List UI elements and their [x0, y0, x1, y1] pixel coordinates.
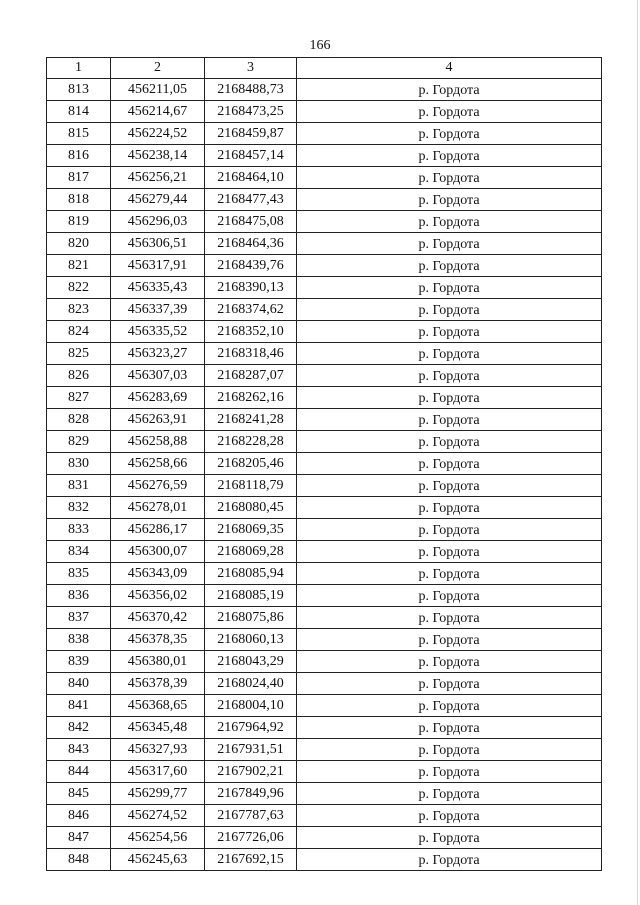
point-number-cell: 833 — [47, 518, 111, 540]
point-number-cell: 815 — [47, 122, 111, 144]
page-edge — [637, 0, 638, 905]
y-coordinate-cell: 2168352,10 — [205, 320, 297, 342]
y-coordinate-cell: 2168439,76 — [205, 254, 297, 276]
x-coordinate-cell: 456356,02 — [111, 584, 205, 606]
description-cell: р. Гордота — [297, 562, 602, 584]
x-coordinate-cell: 456283,69 — [111, 386, 205, 408]
point-number-cell: 846 — [47, 804, 111, 826]
y-coordinate-cell: 2167726,06 — [205, 826, 297, 848]
point-number-cell: 843 — [47, 738, 111, 760]
x-coordinate-cell: 456256,21 — [111, 166, 205, 188]
y-coordinate-cell: 2168043,29 — [205, 650, 297, 672]
table-row — [47, 584, 602, 606]
x-coordinate-cell: 456306,51 — [111, 232, 205, 254]
point-number-cell: 824 — [47, 320, 111, 342]
table-row — [47, 298, 602, 320]
table-row — [47, 188, 602, 210]
x-coordinate-cell: 456307,03 — [111, 364, 205, 386]
y-coordinate-cell: 2167692,15 — [205, 848, 297, 870]
x-coordinate-cell: 456327,93 — [111, 738, 205, 760]
y-coordinate-cell: 2168069,28 — [205, 540, 297, 562]
point-number-cell: 830 — [47, 452, 111, 474]
description-cell: р. Гордота — [297, 342, 602, 364]
y-coordinate-cell: 2168318,46 — [205, 342, 297, 364]
table-row — [47, 254, 602, 276]
point-number-cell: 822 — [47, 276, 111, 298]
table-row — [47, 606, 602, 628]
table-row — [47, 100, 602, 122]
table-row — [47, 694, 602, 716]
description-cell: р. Гордота — [297, 144, 602, 166]
x-coordinate-cell: 456286,17 — [111, 518, 205, 540]
y-coordinate-cell: 2168459,87 — [205, 122, 297, 144]
y-coordinate-cell: 2168477,43 — [205, 188, 297, 210]
y-coordinate-cell: 2168457,14 — [205, 144, 297, 166]
table-header-row — [47, 58, 602, 79]
y-coordinate-cell: 2168205,46 — [205, 452, 297, 474]
table-row — [47, 166, 602, 188]
point-number-cell: 836 — [47, 584, 111, 606]
x-coordinate-cell: 456317,60 — [111, 760, 205, 782]
table-row — [47, 848, 602, 870]
y-coordinate-cell: 2168473,25 — [205, 100, 297, 122]
description-cell: р. Гордота — [297, 650, 602, 672]
point-number-cell: 816 — [47, 144, 111, 166]
point-number-cell: 840 — [47, 672, 111, 694]
x-coordinate-cell: 456238,14 — [111, 144, 205, 166]
point-number-cell: 838 — [47, 628, 111, 650]
point-number-cell: 841 — [47, 694, 111, 716]
x-coordinate-cell: 456335,52 — [111, 320, 205, 342]
description-cell: р. Гордота — [297, 628, 602, 650]
y-coordinate-cell: 2167931,51 — [205, 738, 297, 760]
point-number-cell: 835 — [47, 562, 111, 584]
y-coordinate-cell: 2167787,63 — [205, 804, 297, 826]
x-coordinate-cell: 456368,65 — [111, 694, 205, 716]
table-row — [47, 386, 602, 408]
x-coordinate-cell: 456258,88 — [111, 430, 205, 452]
y-coordinate-cell: 2168464,10 — [205, 166, 297, 188]
table-row — [47, 364, 602, 386]
description-cell: р. Гордота — [297, 298, 602, 320]
table-row — [47, 320, 602, 342]
table-row — [47, 78, 602, 100]
coordinates-table — [46, 57, 602, 871]
point-number-cell: 842 — [47, 716, 111, 738]
y-coordinate-cell: 2168118,79 — [205, 474, 297, 496]
table-row — [47, 716, 602, 738]
table-row — [47, 628, 602, 650]
point-number-cell: 818 — [47, 188, 111, 210]
description-cell: р. Гордота — [297, 210, 602, 232]
point-number-cell: 828 — [47, 408, 111, 430]
y-coordinate-cell: 2168069,35 — [205, 518, 297, 540]
column-header-2: 2 — [111, 58, 205, 79]
table-row — [47, 518, 602, 540]
x-coordinate-cell: 456214,67 — [111, 100, 205, 122]
description-cell: р. Гордота — [297, 276, 602, 298]
point-number-cell: 823 — [47, 298, 111, 320]
description-cell: р. Гордота — [297, 452, 602, 474]
x-coordinate-cell: 456378,35 — [111, 628, 205, 650]
page-number: 166 — [309, 38, 331, 53]
point-number-cell: 817 — [47, 166, 111, 188]
point-number-cell: 819 — [47, 210, 111, 232]
point-number-cell: 845 — [47, 782, 111, 804]
point-number-cell: 829 — [47, 430, 111, 452]
point-number-cell: 821 — [47, 254, 111, 276]
description-cell: р. Гордота — [297, 716, 602, 738]
table-body — [47, 78, 602, 870]
x-coordinate-cell: 456278,01 — [111, 496, 205, 518]
point-number-cell: 847 — [47, 826, 111, 848]
table-row — [47, 210, 602, 232]
table-row — [47, 122, 602, 144]
description-cell: р. Гордота — [297, 738, 602, 760]
table-row — [47, 650, 602, 672]
table-row — [47, 342, 602, 364]
description-cell: р. Гордота — [297, 254, 602, 276]
description-cell: р. Гордота — [297, 166, 602, 188]
description-cell: р. Гордота — [297, 518, 602, 540]
x-coordinate-cell: 456345,48 — [111, 716, 205, 738]
description-cell: р. Гордота — [297, 188, 602, 210]
table-row — [47, 760, 602, 782]
description-cell: р. Гордота — [297, 100, 602, 122]
y-coordinate-cell: 2168390,13 — [205, 276, 297, 298]
y-coordinate-cell: 2168475,08 — [205, 210, 297, 232]
y-coordinate-cell: 2167849,96 — [205, 782, 297, 804]
point-number-cell: 834 — [47, 540, 111, 562]
point-number-cell: 844 — [47, 760, 111, 782]
point-number-cell: 848 — [47, 848, 111, 870]
table-row — [47, 408, 602, 430]
point-number-cell: 820 — [47, 232, 111, 254]
description-cell: р. Гордота — [297, 408, 602, 430]
x-coordinate-cell: 456378,39 — [111, 672, 205, 694]
description-cell: р. Гордота — [297, 78, 602, 100]
x-coordinate-cell: 456274,52 — [111, 804, 205, 826]
column-header-3: 3 — [205, 58, 297, 79]
y-coordinate-cell: 2167902,21 — [205, 760, 297, 782]
description-cell: р. Гордота — [297, 760, 602, 782]
description-cell: р. Гордота — [297, 430, 602, 452]
description-cell: р. Гордота — [297, 826, 602, 848]
column-header-4: 4 — [297, 58, 602, 79]
table-row — [47, 496, 602, 518]
x-coordinate-cell: 456300,07 — [111, 540, 205, 562]
table-row — [47, 782, 602, 804]
point-number-cell: 832 — [47, 496, 111, 518]
x-coordinate-cell: 456276,59 — [111, 474, 205, 496]
description-cell: р. Гордота — [297, 320, 602, 342]
description-cell: р. Гордота — [297, 364, 602, 386]
point-number-cell: 827 — [47, 386, 111, 408]
x-coordinate-cell: 456279,44 — [111, 188, 205, 210]
x-coordinate-cell: 456254,56 — [111, 826, 205, 848]
description-cell: р. Гордота — [297, 804, 602, 826]
x-coordinate-cell: 456335,43 — [111, 276, 205, 298]
description-cell: р. Гордота — [297, 232, 602, 254]
table-row — [47, 672, 602, 694]
description-cell: р. Гордота — [297, 848, 602, 870]
y-coordinate-cell: 2168004,10 — [205, 694, 297, 716]
x-coordinate-cell: 456263,91 — [111, 408, 205, 430]
y-coordinate-cell: 2168374,62 — [205, 298, 297, 320]
description-cell: р. Гордота — [297, 386, 602, 408]
y-coordinate-cell: 2168024,40 — [205, 672, 297, 694]
point-number-cell: 831 — [47, 474, 111, 496]
x-coordinate-cell: 456299,77 — [111, 782, 205, 804]
table-row — [47, 474, 602, 496]
x-coordinate-cell: 456370,42 — [111, 606, 205, 628]
table-row — [47, 562, 602, 584]
y-coordinate-cell: 2168075,86 — [205, 606, 297, 628]
x-coordinate-cell: 456296,03 — [111, 210, 205, 232]
y-coordinate-cell: 2168262,16 — [205, 386, 297, 408]
y-coordinate-cell: 2168228,28 — [205, 430, 297, 452]
description-cell: р. Гордота — [297, 474, 602, 496]
description-cell: р. Гордота — [297, 672, 602, 694]
description-cell: р. Гордота — [297, 496, 602, 518]
x-coordinate-cell: 456245,63 — [111, 848, 205, 870]
point-number-cell: 839 — [47, 650, 111, 672]
description-cell: р. Гордота — [297, 782, 602, 804]
description-cell: р. Гордота — [297, 584, 602, 606]
y-coordinate-cell: 2168085,19 — [205, 584, 297, 606]
column-header-1: 1 — [47, 58, 111, 79]
y-coordinate-cell: 2168080,45 — [205, 496, 297, 518]
description-cell: р. Гордота — [297, 540, 602, 562]
y-coordinate-cell: 2168464,36 — [205, 232, 297, 254]
y-coordinate-cell: 2168241,28 — [205, 408, 297, 430]
x-coordinate-cell: 456224,52 — [111, 122, 205, 144]
description-cell: р. Гордота — [297, 606, 602, 628]
x-coordinate-cell: 456258,66 — [111, 452, 205, 474]
point-number-cell: 813 — [47, 78, 111, 100]
x-coordinate-cell: 456337,39 — [111, 298, 205, 320]
table-row — [47, 430, 602, 452]
y-coordinate-cell: 2168287,07 — [205, 364, 297, 386]
y-coordinate-cell: 2167964,92 — [205, 716, 297, 738]
x-coordinate-cell: 456380,01 — [111, 650, 205, 672]
y-coordinate-cell: 2168085,94 — [205, 562, 297, 584]
description-cell: р. Гордота — [297, 122, 602, 144]
table-row — [47, 276, 602, 298]
table-row — [47, 804, 602, 826]
table-row — [47, 232, 602, 254]
y-coordinate-cell: 2168060,13 — [205, 628, 297, 650]
table-row — [47, 452, 602, 474]
x-coordinate-cell: 456343,09 — [111, 562, 205, 584]
point-number-cell: 826 — [47, 364, 111, 386]
table-row — [47, 144, 602, 166]
point-number-cell: 837 — [47, 606, 111, 628]
table-row — [47, 540, 602, 562]
x-coordinate-cell: 456211,05 — [111, 78, 205, 100]
table-row — [47, 826, 602, 848]
x-coordinate-cell: 456323,27 — [111, 342, 205, 364]
description-cell: р. Гордота — [297, 694, 602, 716]
point-number-cell: 825 — [47, 342, 111, 364]
point-number-cell: 814 — [47, 100, 111, 122]
x-coordinate-cell: 456317,91 — [111, 254, 205, 276]
table-row — [47, 738, 602, 760]
y-coordinate-cell: 2168488,73 — [205, 78, 297, 100]
